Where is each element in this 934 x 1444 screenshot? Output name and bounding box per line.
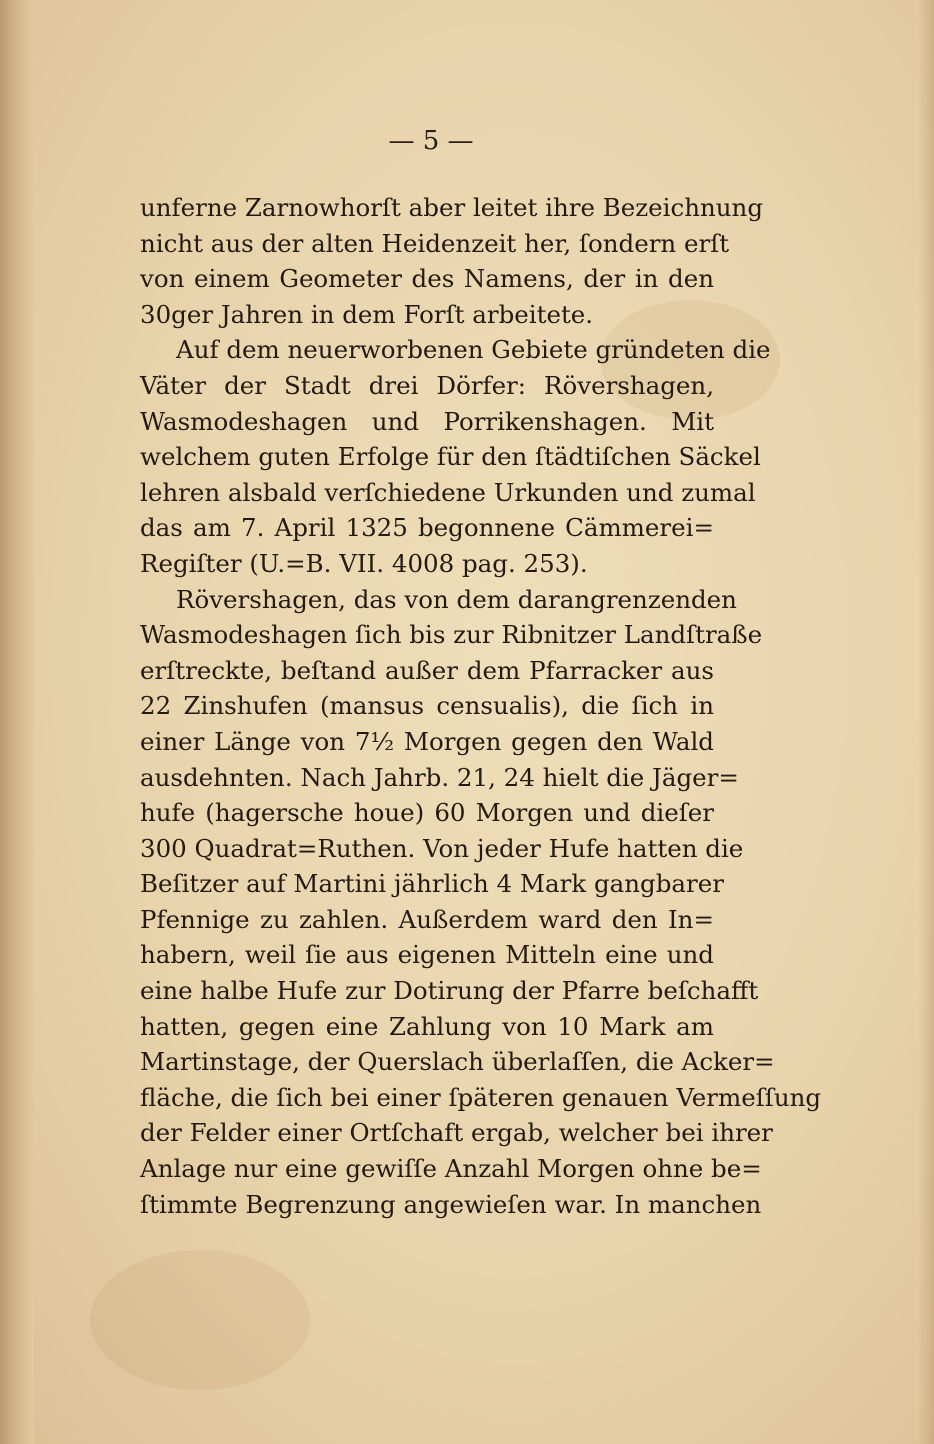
text-line: erſtreckte, beſtand außer dem Pfarracker aus <box>140 655 714 685</box>
page-spine-shadow <box>0 0 34 1444</box>
text-line: Wasmodeshagen ſich bis zur Ribnitzer Landſtraße <box>140 620 763 650</box>
text-line: ſtimmte Begrenzung angewieſen war. In manchen <box>140 1189 762 1219</box>
paper-stain <box>90 1250 310 1390</box>
text-line: Regiſter (U.=B. VII. 4008 pag. 253). <box>140 548 588 578</box>
text-line: nicht aus der alten Heidenzeit her, ſondern erſt <box>140 228 730 258</box>
page-edge-shadow <box>918 0 934 1444</box>
text-line: 300 Quadrat=Ruthen. Von jeder Hufe hatten die <box>140 833 744 863</box>
text-line: Pfennige zu zahlen. Außerdem ward den In= <box>140 904 714 934</box>
body-text <box>140 190 822 1222</box>
text-line: unferne Zarnowhorſt aber leitet ihre Bezeichnung <box>140 193 764 222</box>
text-line: lehren alsbald verſchiedene Urkunden und zumal <box>140 477 756 507</box>
text-line: Väter der Stadt drei Dörfer: Rövershagen, <box>140 370 714 400</box>
text-line: 22 Zinshufen (mansus censualis), die ſich in <box>140 691 714 721</box>
text-line: habern, weil ſie aus eigenen Mitteln eine und <box>140 940 714 970</box>
text-line: der Felder einer Ortſchaft ergab, welcher bei ihrer <box>140 1118 773 1148</box>
text-line: fläche, die ſich bei einer ſpäteren genauen Vermeſſung <box>140 1082 822 1112</box>
text-line: 30ger Jahren in dem Forſt arbeitete. <box>140 299 594 329</box>
page-number: — 5 — <box>388 126 474 156</box>
text-line: welchem guten Erfolge für den ſtädtiſchen Säckel <box>140 442 761 472</box>
text-line: Rövershagen, das von dem darangrenzenden <box>176 584 737 614</box>
text-line: hatten, gegen eine Zahlung von 10 Mark am <box>140 1011 714 1041</box>
text-line: Anlage nur eine gewiſſe Anzahl Morgen ohne be= <box>140 1154 762 1184</box>
text-line: ausdehnten. Nach Jahrb. 21, 24 hielt die Jäger= <box>140 762 739 792</box>
text-line: das am 7. April 1325 begonnene Cämmerei= <box>140 513 714 543</box>
text-line: Wasmodeshagen und Porrikenshagen. Mit <box>140 406 714 436</box>
text-line: Auf dem neuerworbenen Gebiete gründeten die <box>176 335 771 365</box>
text-line: eine halbe Hufe zur Dotirung der Pfarre beſchafft <box>140 976 759 1006</box>
text-line: Martinstage, der Querslach überlaſſen, die Acker= <box>140 1047 775 1077</box>
text-line: Beſitzer auf Martini jährlich 4 Mark gangbarer <box>140 869 724 899</box>
text-line: hufe (hagersche houe) 60 Morgen und dieſer <box>140 798 714 828</box>
text-line: einer Länge von 7½ Morgen gegen den Wald <box>140 726 714 756</box>
text-line: von einem Geometer des Namens, der in den <box>140 264 714 294</box>
